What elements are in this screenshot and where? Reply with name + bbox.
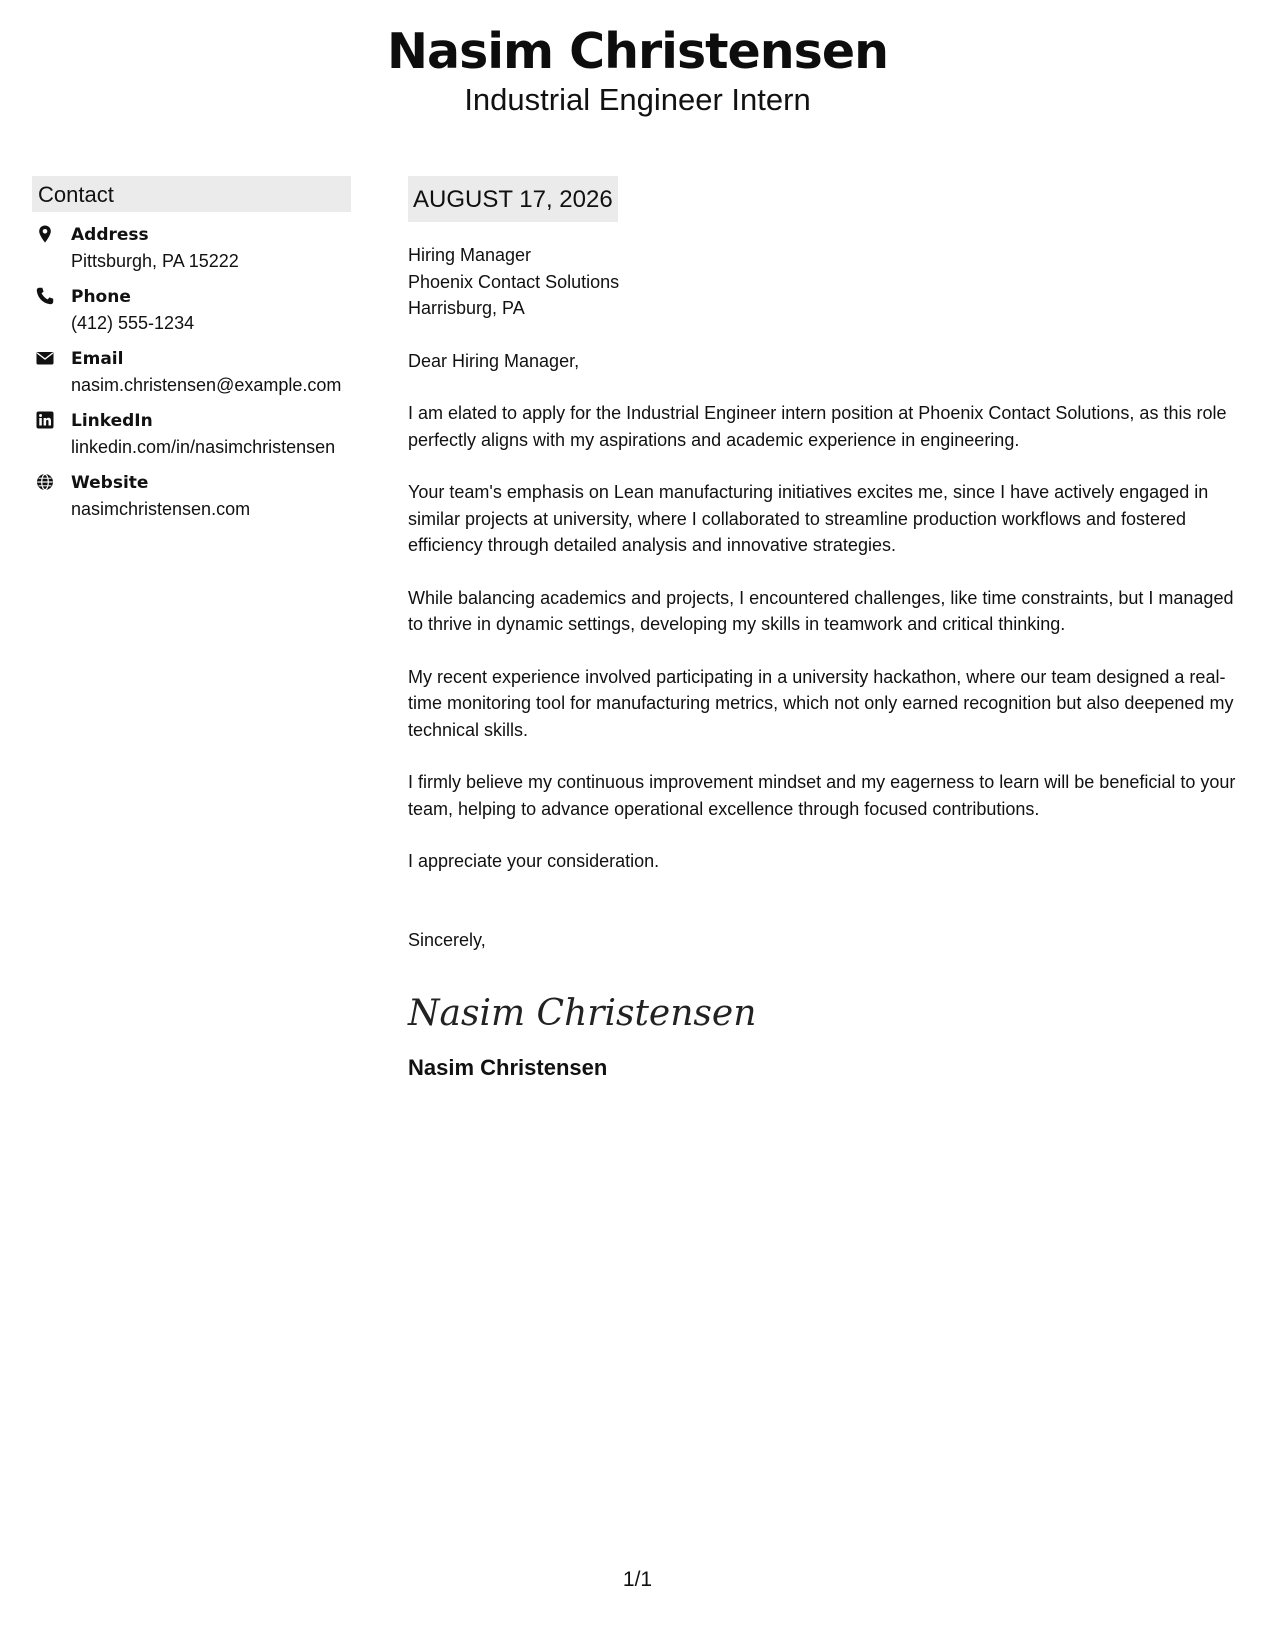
- applicant-role: Industrial Engineer Intern: [464, 82, 811, 117]
- contact-item-address: [32, 222, 351, 274]
- contact-item-phone: [32, 284, 351, 336]
- recipient-block: [408, 242, 1248, 322]
- handwritten-signature: [408, 983, 757, 1039]
- contact-item-email: [32, 346, 351, 398]
- map-pin-icon: [36, 225, 54, 243]
- applicant-name: Nasim Christensen: [387, 23, 888, 80]
- phone-icon: [36, 287, 54, 305]
- contact-item-linkedin: [32, 408, 351, 460]
- contact-value: (412) 555-1234: [71, 313, 195, 333]
- signature-text: Nasim Christensen: [408, 992, 757, 1034]
- contact-item-website: [32, 470, 351, 522]
- closing: Sincerely,: [408, 929, 486, 950]
- contact-sidebar: [32, 176, 351, 532]
- contact-value: nasim.christensen@example.com: [71, 375, 342, 395]
- contact-section-title: Contact: [32, 176, 351, 212]
- body-paragraph: I firmly believe my continuous improvement mindset and my eagerness to learn will be beneficial to your team, helping to advance operational excellence through focused contributions.: [408, 772, 1236, 819]
- letter-header: [0, 22, 1275, 118]
- recipient-line: Phoenix Contact Solutions: [408, 271, 620, 292]
- greeting: Dear Hiring Manager,: [408, 350, 580, 371]
- contact-value: linkedin.com/in/nasimchristensen: [71, 437, 336, 457]
- contact-value: nasimchristensen.com: [71, 499, 251, 519]
- page-indicator: 1/1: [622, 1568, 653, 1591]
- body-paragraph: Your team's emphasis on Lean manufacturing initiatives excites me, since I have actively engaged in similar projects at university, where I collaborated to streamline production workflows and fostered efficiency through detailed analysis and innovative strategies.: [408, 482, 1209, 555]
- body-paragraph: I appreciate your consideration.: [408, 851, 660, 871]
- contact-label: Website: [71, 473, 149, 493]
- contact-value: Pittsburgh, PA 15222: [71, 251, 239, 271]
- recipient-line: Hiring Manager: [408, 245, 532, 265]
- signed-name: Nasim Christensen: [408, 1054, 608, 1080]
- body-paragraph: My recent experience involved participating in a university hackathon, where our team designed a real-time monitoring tool for manufacturing metrics, which not only earned recognition but also deepened my technical skills.: [408, 666, 1234, 740]
- contact-label: Email: [71, 349, 124, 369]
- contact-label: Phone: [71, 287, 131, 307]
- envelope-icon: [36, 349, 54, 367]
- body-paragraph: I am elated to apply for the Industrial Engineer intern position at Phoenix Contact Solutions, as this role perfectly aligns with my aspirations and academic experience in engineering.: [408, 403, 1227, 450]
- letter-body: [408, 176, 1248, 1083]
- contact-label: Address: [71, 225, 149, 245]
- letter-date: AUGUST 17, 2026: [408, 176, 618, 222]
- globe-icon: [36, 473, 54, 491]
- contact-list: [32, 222, 351, 522]
- linkedin-icon: [36, 411, 54, 429]
- contact-label: LinkedIn: [71, 411, 153, 431]
- recipient-line: Harrisburg, PA: [408, 298, 525, 318]
- body-paragraph: While balancing academics and projects, I encountered challenges, like time constraints, but I managed to thrive in dynamic settings, developing my skills in teamwork and critical thinking.: [408, 587, 1234, 634]
